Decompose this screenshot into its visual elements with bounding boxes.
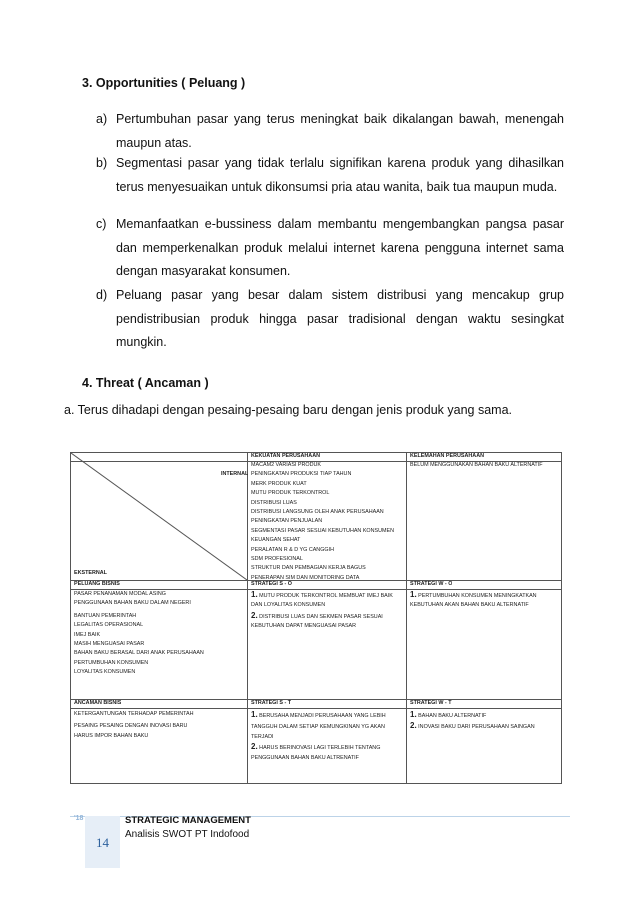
- list-item-text: Pertumbuhan pasar yang terus meningkat baik dikalangan bawah, menengah maupun atas.: [116, 112, 564, 150]
- kelemahan-list: BELUM MENGGUNAKAN BAHAN BAKU ALTERNATIF: [410, 462, 543, 468]
- internal-label: INTERNAL: [221, 471, 249, 477]
- kekuatan-list: MACAM2 VARIASI PRODUK PENINGKATAN PRODUKSI TIAP TAHUN MERK PRODUK KUAT MUTU PRODUK TERKONTROL DISTRIBUSI LUAS DISTRIBUSI LANGSUNG OLEH ANAK PERUSAHAAN PENINGKATAN PENJUALAN SEGMENTASI PASAR SESUAI KEBUTUHAN KONSUMEN KEUANGAN SEHAT PERALATAN R & D YG CANGGIH SDM PROFESIONAL STRUKTUR DAN PEMBAGIAN KERJA BAGUS PENERAPAN SIM DAN MONITORING DATA: [251, 462, 394, 581]
- footer-title: STRATEGIC MANAGEMENT: [125, 815, 251, 826]
- threat-item: a. Terus dihadapi dengan pesaing-pesaing baru dengan jenis produk yang sama.: [64, 403, 513, 417]
- list-item-label: d): [96, 288, 108, 302]
- list-item-text: Memanfaatkan e-bussiness dalam membantu mengembangkan pangsa pasar dan memperkenalkan produk melalui internet karena pengguna internet sama dengan masyarakat konsumen.: [116, 217, 564, 278]
- peluang-list: PASAR PENANAMAN MODAL ASING PENGGUNAAN BAHAN BAKU DALAM NEGERI BANTUAN PEMERINTAH LEGALITAS OPERASIONAL IMEJ BAIK MASIH MENGUASAI PASAR BAHAN BAKU BERASAL DARI ANAK PERUSAHAAN PERTUMBUHAN KONSUMEN LOYALITAS KONSUMEN: [74, 591, 204, 676]
- list-item: [96, 152, 564, 199]
- list-item-label: c): [96, 217, 107, 231]
- page-number: 14: [96, 835, 109, 850]
- section-3-heading: 3. Opportunities ( Peluang ): [82, 76, 246, 90]
- wo-header: STRATEGI W - O: [410, 581, 453, 587]
- list-item-text: Segmentasi pasar yang tidak terlalu signifikan karena produk yang dihasilkan terus menyesuaikan untuk dikonsumsi pria atau wanita, baik tua maupun muda.: [116, 156, 564, 194]
- so-header: STRATEGI S - O: [251, 581, 292, 587]
- so-list: 1. MUTU PRODUK TERKONTROL MEMBUAT IMEJ BAIK DAN LOYALITAS KONSUMEN 2. DISTRIBUSI LUAS DAN SEKMEN PASAR SESUAI KEBUTUHAN DAPAT MENGUASAI PASAR: [251, 590, 393, 630]
- list-item: [96, 284, 564, 355]
- list-item-label: a): [96, 112, 108, 126]
- footer-year: '18: [74, 815, 84, 822]
- ancaman-header: ANCAMAN BISNIS: [74, 700, 122, 706]
- ancaman-list: KETERGANTUNGAN TERHADAP PEMERINTAH PESAING PESAING DENGAN INOVASI BARU HARUS IMPOR BAHAN BAKU: [74, 711, 194, 739]
- wo-list: 1. PERTUMBUHAN KONSUMEN MENINGKATKAN KEBUTUHAN AKAN BAHAN BAKU ALTERNATIF: [410, 590, 537, 609]
- wt-header: STRATEGI W - T: [410, 700, 452, 706]
- footer-subtitle: Analisis SWOT PT Indofood: [125, 829, 250, 840]
- list-item: [96, 108, 564, 155]
- kelemahan-header: KELEMAHAN PERUSAHAAN: [410, 453, 484, 459]
- list-item-text: Peluang pasar yang besar dalam sistem distribusi yang mencakup grup pendistribusian produk hingga pasar tradisional dengan waktu sesingkat mungkin.: [116, 288, 564, 349]
- st-header: STRATEGI S - T: [251, 700, 292, 706]
- eksternal-label: EKSTERNAL: [74, 570, 107, 576]
- peluang-header: PELUANG BISNIS: [74, 581, 120, 587]
- st-list: 1. BERUSAHA MENJADI PERUSAHAAN YANG LEBIH TANGGUH DALAM SETIAP KEMUNGKINAN YG AKAN TERJADI 2. HARUS BERINOVASI LAGI TERLEBIH TENTANG PENGGUNAAN BAHAN BAKU ALTRENATIF: [251, 710, 386, 761]
- swot-matrix: [70, 452, 562, 784]
- list-item: [96, 213, 564, 284]
- wt-list: 1. BAHAN BAKU ALTERNATIF 2. INOVASI BAKU DARI PERUSAHAAN SAINGAN: [410, 710, 535, 731]
- kekuatan-header: KEKUATAN PERUSAHAAN: [251, 453, 320, 459]
- section-4-heading: 4. Threat ( Ancaman ): [82, 376, 209, 390]
- list-item-label: b): [96, 156, 108, 170]
